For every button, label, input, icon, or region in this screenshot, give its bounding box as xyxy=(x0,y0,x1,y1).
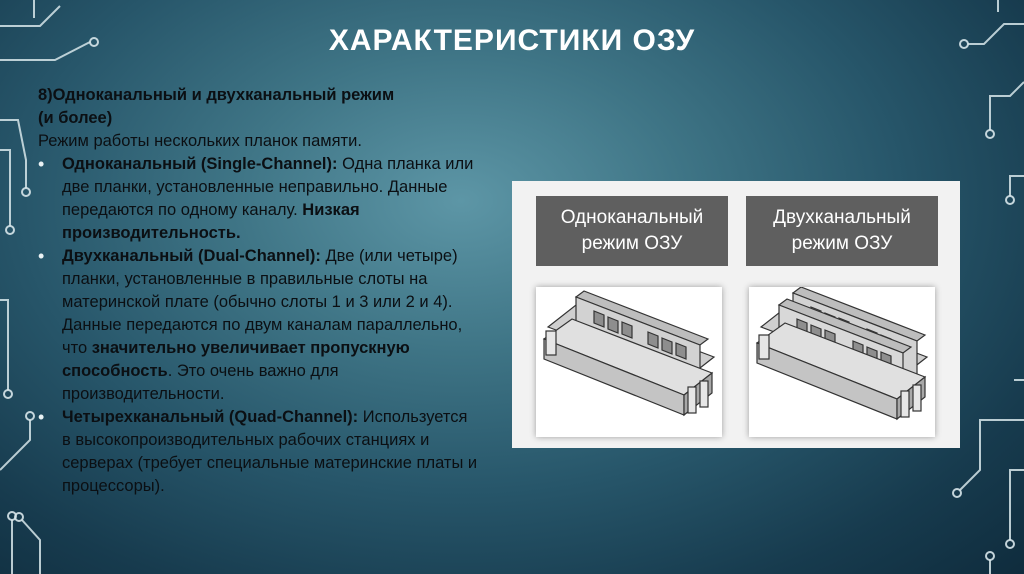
bullet-lead: Двухканальный (Dual-Channel): xyxy=(62,247,321,265)
single-channel-label xyxy=(536,196,728,266)
bullet-text: Две (или четыре) планки, установленные в правильные слоты на материнской плате (обычно слоты 1 и 3 или 2 и 4). Данные передаются по двум каналам параллельно, что xyxy=(62,247,463,357)
slide-content xyxy=(38,84,478,498)
bullet-emphasis: Низкая производительность. xyxy=(62,201,360,242)
bullet-lead: Одноканальный (Single-Channel): xyxy=(62,155,338,173)
bullet-dual-channel xyxy=(38,245,478,406)
dual-channel-label xyxy=(746,196,938,266)
bullet-text: Используется в высокопроизводительных рабочих станциях и серверах (требует специальные материнские платы и процессоры). xyxy=(62,408,478,495)
ram-mode-figure xyxy=(512,181,960,448)
dual-channel-label-line-2: режим ОЗУ xyxy=(791,233,893,254)
bullet-list xyxy=(38,153,478,498)
single-channel-label-line-2: режим ОЗУ xyxy=(581,233,683,254)
bullet-emphasis: значительно увеличивает пропускную способность xyxy=(62,339,410,380)
heading-line-2: (и более) xyxy=(38,109,113,127)
single-channel-label-line-1: Одноканальный xyxy=(560,207,704,228)
ram-slot-single-module-icon xyxy=(536,287,722,437)
page-title: ХАРАКТЕРИСТИКИ ОЗУ xyxy=(328,24,696,57)
heading-line-1: 8)Одноканальный и двухканальный режим xyxy=(38,86,395,104)
single-channel-image xyxy=(536,287,722,437)
intro-text: Режим работы нескольких планок памяти. xyxy=(38,132,362,150)
section-heading xyxy=(38,84,478,130)
bullet-single-channel xyxy=(38,153,478,245)
dual-channel-label-line-1: Двухканальный xyxy=(773,207,911,228)
ram-slot-dual-module-icon xyxy=(749,287,935,437)
bullet-text-tail: . Это очень важно для производительности. xyxy=(62,362,339,403)
bullet-quad-channel xyxy=(38,406,478,498)
bullet-lead: Четырехканальный (Quad-Channel): xyxy=(62,408,359,426)
dual-channel-image xyxy=(749,287,935,437)
bullet-text: Одна планка или две планки, установленные неправильно. Данные передаются по одному каналу. xyxy=(62,155,474,219)
